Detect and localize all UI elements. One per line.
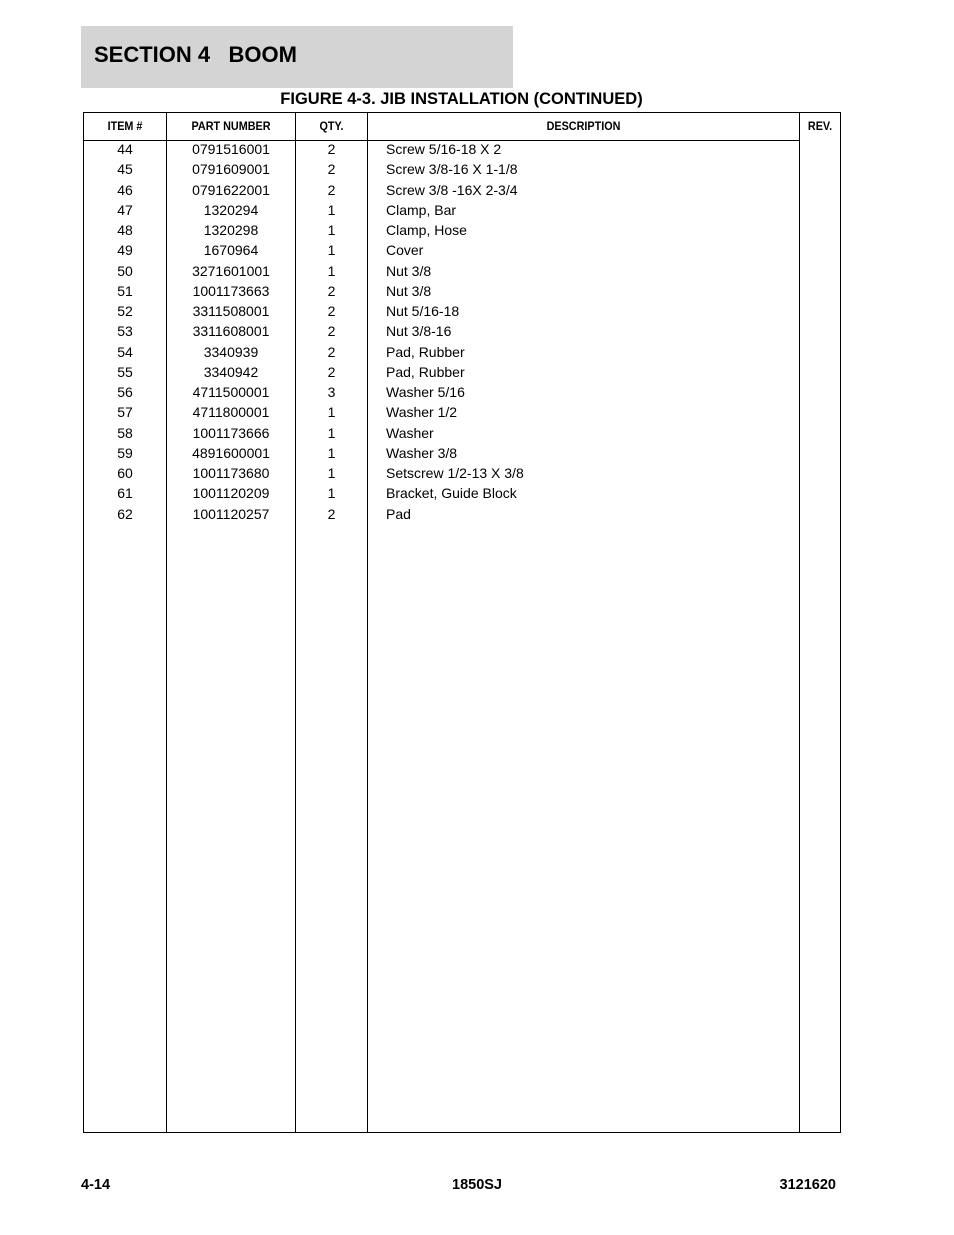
header-qty: QTY. [319, 119, 344, 133]
item-number-cell: 50 [117, 262, 133, 279]
table-row [84, 485, 840, 505]
item-number-cell: 54 [117, 343, 133, 360]
quantity-cell: 2 [327, 161, 336, 178]
part-number-cell: 0791516001 [192, 141, 270, 157]
description-cell: Washer [386, 424, 434, 441]
quantity-cell: 2 [327, 282, 336, 299]
item-number-cell: 53 [117, 323, 133, 340]
table-row [84, 425, 840, 445]
description-cell: Screw 3/8-16 X 1-1/8 [386, 161, 518, 178]
part-number-cell: 3340942 [203, 363, 259, 380]
figure-title: FIGURE 4-3. JIB INSTALLATION (CONTINUED) [280, 90, 643, 108]
part-number-cell: 1670964 [203, 242, 259, 259]
item-number-cell: 47 [117, 201, 133, 218]
part-number-cell: 4711500001 [192, 384, 270, 400]
table-row [84, 242, 840, 262]
quantity-cell: 1 [327, 201, 336, 218]
quantity-cell: 2 [327, 181, 336, 198]
item-number-cell: 44 [117, 141, 133, 157]
description-cell: Nut 3/8-16 [386, 323, 452, 340]
table-row [84, 141, 840, 161]
part-number-cell: 0791622001 [192, 181, 270, 198]
part-number-cell: 3271601001 [192, 262, 270, 279]
description-cell: Washer 3/8 [386, 444, 458, 461]
header-description: DESCRIPTION [546, 119, 621, 133]
table-row [84, 465, 840, 485]
quantity-cell: 2 [327, 343, 336, 360]
header-item: ITEM # [107, 119, 143, 133]
quantity-cell: 2 [327, 141, 336, 157]
part-number-cell: 1320294 [203, 201, 259, 218]
quantity-cell: 2 [327, 505, 336, 522]
table-row [84, 283, 840, 303]
item-number-cell: 57 [117, 404, 133, 421]
part-number-cell: 4711800001 [192, 404, 270, 421]
description-cell: Pad, Rubber [386, 343, 465, 360]
table-row [84, 404, 840, 424]
table-row [84, 445, 840, 465]
table-row [84, 384, 840, 404]
item-number-cell: 49 [117, 242, 133, 259]
section-title: SECTION 4 BOOM [94, 42, 297, 67]
part-number-cell: 3311508001 [192, 303, 270, 319]
item-number-cell: 46 [117, 181, 133, 198]
part-number-cell: 1001120257 [192, 505, 270, 522]
item-number-cell: 45 [117, 161, 133, 178]
header-part-number: PART NUMBER [191, 119, 271, 133]
table-row [84, 161, 840, 181]
table-row [84, 182, 840, 202]
model-number: 1850SJ [452, 1177, 502, 1193]
quantity-cell: 1 [327, 222, 336, 238]
description-cell: Pad, Rubber [386, 363, 465, 380]
item-number-cell: 48 [117, 222, 133, 238]
description-cell: Setscrew 1/2-13 X 3/8 [386, 465, 524, 481]
item-number-cell: 59 [117, 444, 133, 461]
quantity-cell: 2 [327, 303, 336, 319]
part-number-cell: 3340939 [203, 343, 259, 360]
quantity-cell: 1 [327, 444, 336, 461]
part-number-cell: 1001173666 [192, 424, 270, 441]
table-row [84, 263, 840, 283]
parts-table [83, 112, 841, 1133]
table-row [84, 344, 840, 364]
description-cell: Nut 5/16-18 [386, 303, 460, 319]
item-number-cell: 51 [117, 282, 133, 299]
section-banner [81, 26, 513, 88]
part-number-cell: 1001173680 [192, 465, 270, 481]
item-number-cell: 52 [117, 303, 133, 319]
description-cell: Washer 1/2 [386, 404, 458, 421]
quantity-cell: 1 [327, 424, 336, 441]
item-number-cell: 62 [117, 505, 133, 522]
quantity-cell: 1 [327, 485, 336, 502]
item-number-cell: 55 [117, 363, 133, 380]
table-row [84, 202, 840, 222]
description-cell: Cover [386, 242, 424, 259]
quantity-cell: 2 [327, 363, 336, 380]
description-cell: Nut 3/8 [386, 282, 432, 299]
quantity-cell: 1 [327, 242, 336, 259]
quantity-cell: 1 [327, 262, 336, 279]
part-number-cell: 3311608001 [192, 323, 270, 340]
item-number-cell: 61 [117, 485, 133, 502]
table-body [84, 141, 840, 526]
part-number-cell: 0791609001 [192, 161, 270, 178]
quantity-cell: 1 [327, 465, 336, 481]
description-cell: Screw 3/8 -16X 2-3/4 [386, 181, 518, 198]
header-rev: REV. [807, 119, 833, 133]
item-number-cell: 60 [117, 465, 133, 481]
description-cell: Screw 5/16-18 X 2 [386, 141, 502, 157]
description-cell: Washer 5/16 [386, 384, 465, 400]
description-cell: Pad [386, 505, 411, 522]
table-row [84, 364, 840, 384]
document-number: 3121620 [779, 1177, 836, 1193]
description-cell: Bracket, Guide Block [386, 485, 517, 502]
part-number-cell: 1320298 [203, 222, 259, 238]
quantity-cell: 1 [327, 404, 336, 421]
part-number-cell: 4891600001 [192, 444, 270, 461]
item-number-cell: 56 [117, 384, 133, 400]
description-cell: Nut 3/8 [386, 262, 432, 279]
table-row [84, 222, 840, 242]
description-cell: Clamp, Bar [386, 201, 457, 218]
item-number-cell: 58 [117, 424, 133, 441]
part-number-cell: 1001173663 [192, 282, 270, 299]
description-cell: Clamp, Hose [386, 222, 467, 238]
table-row [84, 323, 840, 343]
table-row [84, 303, 840, 323]
page-number: 4-14 [81, 1177, 111, 1193]
part-number-cell: 1001120209 [192, 485, 270, 502]
table-row [84, 506, 840, 526]
quantity-cell: 3 [327, 384, 336, 400]
quantity-cell: 2 [327, 323, 336, 340]
